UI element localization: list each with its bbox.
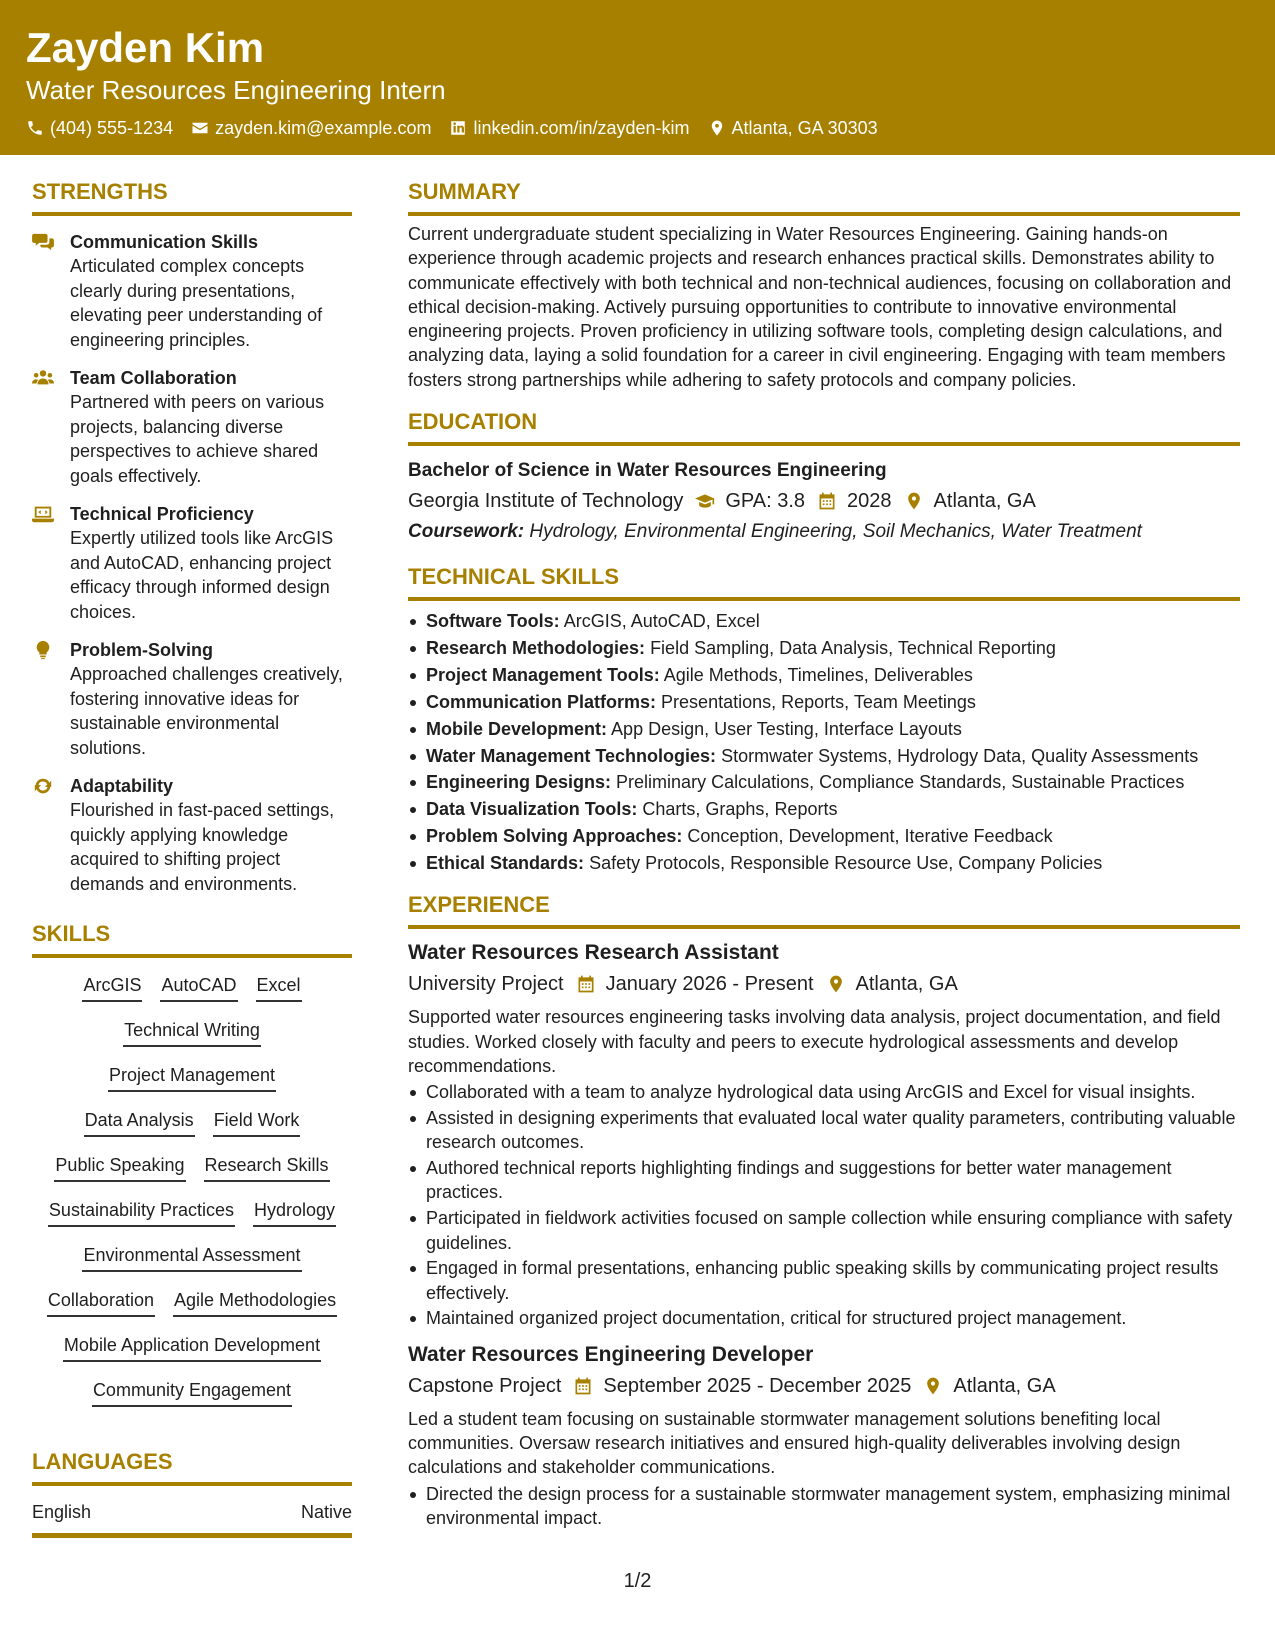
job-description: Supported water resources engineering tasks involving data analysis, project documentation, and field studies. Worked closely with faculty and peers to execute hydrological assessments and develop recommendations.: [408, 1007, 1221, 1076]
skills-list: [32, 972, 352, 1422]
skill-tag: Agile Methodologies: [173, 1287, 337, 1317]
strengths-heading: STRENGTHS: [32, 178, 352, 216]
skill-tag: Hydrology: [253, 1197, 336, 1227]
resume-header: [0, 0, 1275, 155]
list-item: Maintained organized project documentation, critical for structured project management.: [408, 1306, 1240, 1330]
strength-item: [32, 502, 352, 624]
coursework-line: [408, 517, 1240, 547]
skill-tag: Excel: [256, 972, 302, 1002]
experience-heading: EXPERIENCE: [408, 891, 1240, 929]
skill-tag: Sustainability Practices: [48, 1197, 235, 1227]
strength-name: Communication Skills: [70, 232, 259, 252]
list-item: [408, 717, 1240, 741]
list-item: Directed the design process for a sustainable stormwater management system, emphasizing minimal environmental impact.: [408, 1482, 1240, 1531]
contact-bar: [26, 116, 1249, 140]
strength-desc: Expertly utilized tools like ArcGIS and AutoCAD, enhancing project efficacy through informed design choices.: [70, 528, 334, 622]
skill-tag: Environmental Assessment: [82, 1242, 301, 1272]
strength-item: [32, 366, 352, 488]
list-item: Assisted in designing experiments that evaluated local water quality parameters, contributing valuable research outcomes.: [408, 1106, 1240, 1155]
gpa-text: GPA: 3.8: [725, 490, 806, 513]
phone-text: (404) 555-1234: [50, 118, 174, 138]
contact-phone[interactable]: [26, 116, 173, 140]
skill-tag: Mobile Application Development: [63, 1332, 321, 1362]
contact-location: [708, 116, 878, 140]
list-item: [408, 851, 1240, 875]
job-bullets: [408, 1482, 1240, 1531]
right-column: [408, 178, 1240, 1532]
list-item: [408, 690, 1240, 714]
skill-value: Stormwater Systems, Hydrology Data, Quality Assessments: [721, 745, 1199, 766]
skill-value: ArcGIS, AutoCAD, Excel: [563, 611, 760, 632]
lightbulb-icon: [32, 640, 54, 660]
degree-title: Bachelor of Science in Water Resources Engineering: [408, 460, 887, 482]
job-meta: [408, 969, 1240, 999]
list-item: [408, 636, 1240, 660]
education-meta: [408, 486, 1240, 516]
skill-value: Safety Protocols, Responsible Resource Use, Company Policies: [589, 853, 1103, 874]
grad-year: 2028: [847, 490, 892, 513]
job-org: Capstone Project: [408, 1374, 562, 1397]
list-item: Collaborated with a team to analyze hydrological data using ArcGIS and Excel for visual insights.: [408, 1080, 1240, 1104]
coursework-label: Coursework:: [408, 521, 525, 543]
skill-label: Mobile Development:: [426, 718, 608, 739]
phone-icon: [26, 119, 44, 137]
skill-tag: ArcGIS: [82, 972, 142, 1002]
linkedin-text: linkedin.com/in/zayden-kim: [473, 118, 690, 138]
contact-email[interactable]: [191, 116, 431, 140]
skill-label: Research Methodologies:: [426, 637, 646, 658]
skill-label: Communication Platforms:: [426, 691, 657, 712]
skill-label: Project Management Tools:: [426, 664, 660, 685]
users-icon: [32, 368, 54, 388]
job-dates: September 2025 - December 2025: [603, 1374, 912, 1397]
school-name: Georgia Institute of Technology: [408, 490, 684, 513]
skill-value: Preliminary Calculations, Compliance Standards, Sustainable Practices: [616, 772, 1185, 793]
skill-tag: Public Speaking: [54, 1152, 185, 1182]
language-name: English: [32, 1502, 92, 1522]
strength-name: Adaptability: [70, 776, 174, 796]
skill-value: Presentations, Reports, Team Meetings: [661, 691, 976, 712]
map-pin-icon: [923, 1376, 943, 1396]
job-meta: [408, 1371, 1240, 1401]
location-text: Atlanta, GA 30303: [731, 118, 878, 138]
skill-tag: Technical Writing: [123, 1017, 261, 1047]
skill-label: Software Tools:: [426, 611, 560, 632]
strength-item: [32, 638, 352, 760]
skill-tag: Collaboration: [47, 1287, 155, 1317]
strength-item: [32, 774, 352, 896]
envelope-icon: [191, 119, 209, 137]
map-pin-icon: [826, 974, 846, 994]
job-title: Water Resources Engineering Developer: [408, 1342, 814, 1366]
coursework-list: Hydrology, Environmental Engineering, Soil Mechanics, Water Treatment: [529, 521, 1142, 543]
list-item: Authored technical reports highlighting findings and suggestions for better water management practices.: [408, 1156, 1240, 1205]
page-number: 1/2: [623, 1570, 652, 1592]
skill-label: Engineering Designs:: [426, 772, 612, 793]
laptop-code-icon: [32, 504, 54, 524]
skill-tag: Data Analysis: [84, 1107, 195, 1137]
list-item: [408, 609, 1240, 633]
skill-value: Agile Methods, Timelines, Deliverables: [663, 664, 973, 685]
skill-tag: AutoCAD: [160, 972, 237, 1002]
job-description: Led a student team focusing on sustainable stormwater management solutions benefiting local communities. Oversaw research initiatives and ensured high-quality deliverables involving design calculations and stakeholder communications.: [408, 1408, 1181, 1478]
list-item: [408, 824, 1240, 848]
comments-icon: [32, 232, 54, 252]
skill-tag: Project Management: [108, 1062, 276, 1092]
strength-desc: Articulated complex concepts clearly during presentations, elevating peer understanding of engineering principles.: [70, 256, 323, 350]
skill-label: Water Management Technologies:: [426, 745, 717, 766]
calendar-icon: [573, 1376, 593, 1396]
strength-desc: Partnered with peers on various projects, balancing diverse perspectives to achieve shared goals effectively.: [70, 392, 325, 486]
skill-label: Data Visualization Tools:: [426, 799, 638, 820]
skill-value: Charts, Graphs, Reports: [642, 799, 838, 820]
strength-desc: Approached challenges creatively, fostering innovative ideas for sustainable environmental solutions.: [70, 664, 343, 758]
job-location: Atlanta, GA: [953, 1374, 1056, 1397]
job-title: Water Resources Research Assistant: [408, 941, 779, 965]
language-level: Native: [300, 1502, 352, 1522]
strength-name: Technical Proficiency: [70, 504, 254, 524]
graduation-cap-icon: [695, 491, 715, 511]
job-location: Atlanta, GA: [855, 973, 958, 996]
candidate-name: Zayden Kim: [26, 24, 265, 71]
map-pin-icon: [904, 491, 924, 511]
sync-icon: [32, 776, 54, 796]
language-row: [32, 1502, 352, 1538]
summary-text: Current undergraduate student specializing in Water Resources Engineering. Gaining hands-on experience through academic projects and research enhances practical skills. Demonstrates ability to communicate effectively with both technical and non-technical audiences, focusing on collaboration and ethical decision-making. Actively pursuing opportunities to contribute to innovative environmental engineering projects. Proven proficiency in utilizing software tools, completing design calculations, and analyzing data, laying a solid foundation for a career in civil engineering. Engaging with team members fosters strong partnerships while adhering to safety protocols and company policies.: [408, 224, 1232, 390]
candidate-title: Water Resources Engineering Intern: [26, 75, 446, 105]
languages-heading: LANGUAGES: [32, 1448, 352, 1486]
education-heading: EDUCATION: [408, 408, 1240, 446]
job-entry: [408, 1341, 1240, 1530]
list-item: [408, 663, 1240, 687]
technical-skills-heading: TECHNICAL SKILLS: [408, 563, 1240, 601]
skills-heading: SKILLS: [32, 920, 352, 958]
skill-label: Ethical Standards:: [426, 853, 585, 874]
job-bullets: [408, 1080, 1240, 1330]
school-location: Atlanta, GA: [933, 490, 1036, 513]
skill-value: App Design, User Testing, Interface Layouts: [611, 718, 962, 739]
strength-desc: Flourished in fast-paced settings, quickly applying knowledge acquired to shifting project demands and environments.: [70, 800, 335, 894]
list-item: Engaged in formal presentations, enhancing public speaking skills by communicating project results effectively.: [408, 1256, 1240, 1305]
skill-tag: Research Skills: [204, 1152, 330, 1182]
skill-tag: Community Engagement: [92, 1377, 292, 1407]
job-org: University Project: [408, 973, 564, 996]
linkedin-icon: [449, 119, 467, 137]
skill-tag: Field Work: [213, 1107, 301, 1137]
strength-name: Problem-Solving: [70, 640, 214, 660]
list-item: [408, 797, 1240, 821]
skill-value: Field Sampling, Data Analysis, Technical Reporting: [650, 637, 1056, 658]
strength-item: [32, 230, 352, 352]
job-entry: [408, 939, 1240, 1330]
calendar-icon: [576, 974, 596, 994]
skill-label: Problem Solving Approaches:: [426, 826, 683, 847]
skill-value: Conception, Development, Iterative Feedback: [687, 826, 1053, 847]
contact-linkedin[interactable]: [449, 116, 689, 140]
summary-heading: SUMMARY: [408, 178, 1240, 216]
list-item: Participated in fieldwork activities focused on sample collection while ensuring compliance with safety guidelines.: [408, 1206, 1240, 1255]
email-text: zayden.kim@example.com: [215, 118, 432, 138]
map-pin-icon: [708, 119, 726, 137]
left-column: [32, 178, 352, 1538]
calendar-icon: [817, 491, 837, 511]
list-item: [408, 770, 1240, 794]
strength-name: Team Collaboration: [70, 368, 237, 388]
technical-skills-list: [408, 609, 1240, 875]
job-dates: January 2026 - Present: [605, 973, 814, 996]
list-item: [408, 744, 1240, 768]
